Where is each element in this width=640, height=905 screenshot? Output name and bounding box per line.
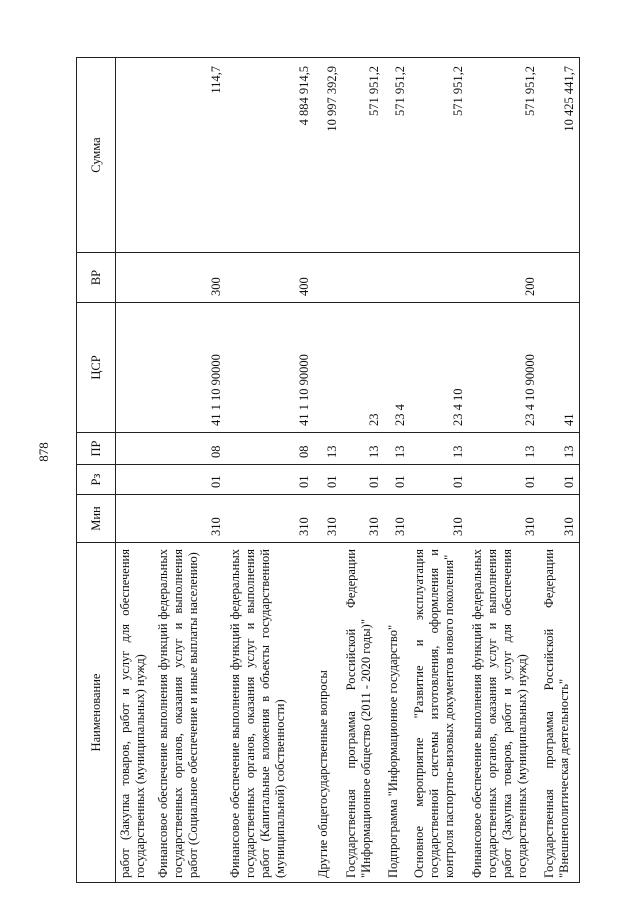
cell-vr: [116, 253, 154, 303]
cell-csr: 23: [342, 303, 384, 433]
cell-pr: 08: [154, 433, 226, 465]
page-number: 878: [36, 442, 51, 462]
cell-rz: 01: [226, 465, 314, 495]
cell-sum: 10 997 392,9: [314, 58, 342, 253]
table-row: [468, 58, 540, 883]
cell-sum: 571 951,2: [384, 58, 410, 253]
cell-pr: 13: [384, 433, 410, 465]
budget-table: [76, 57, 580, 883]
header-sum: Сумма: [77, 58, 116, 253]
table-row: [314, 58, 342, 883]
cell-csr: 23 4: [384, 303, 410, 433]
cell-min: [116, 495, 154, 543]
cell-pr: 13: [540, 433, 580, 465]
cell-name: Государственная программа Российской Федерации "Информационное общество (2011 - 2020 годы)": [342, 543, 384, 883]
cell-rz: 01: [540, 465, 580, 495]
cell-name: работ (Закупка товаров, работ и услуг для обеспечения государственных (муниципальных) нужд): [116, 543, 154, 883]
cell-rz: 01: [314, 465, 342, 495]
cell-vr: 200: [468, 253, 540, 303]
table-row: [154, 58, 226, 883]
cell-sum: 571 951,2: [410, 58, 468, 253]
cell-name: Другие общегосударственные вопросы: [314, 543, 342, 883]
header-csr: ЦСР: [77, 303, 116, 433]
cell-name: Подпрограмма "Информационное государство": [384, 543, 410, 883]
cell-csr: 23 4 10: [410, 303, 468, 433]
cell-rz: 01: [468, 465, 540, 495]
cell-rz: 01: [384, 465, 410, 495]
cell-vr: 300: [154, 253, 226, 303]
rotated-table-container: [76, 58, 574, 883]
cell-min: 310: [384, 495, 410, 543]
table-row: [342, 58, 384, 883]
cell-rz: 01: [154, 465, 226, 495]
cell-csr: 41 1 10 90000: [154, 303, 226, 433]
cell-csr: 41 1 10 90000: [226, 303, 314, 433]
cell-vr: [342, 253, 384, 303]
header-rz: Рз: [77, 465, 116, 495]
cell-vr: [384, 253, 410, 303]
cell-min: 310: [540, 495, 580, 543]
cell-rz: 01: [342, 465, 384, 495]
cell-vr: [540, 253, 580, 303]
cell-name: Государственная программа Российской Федерации "Внешнеполитическая деятельность": [540, 543, 580, 883]
cell-rz: 01: [410, 465, 468, 495]
header-name: Наименование: [77, 543, 116, 883]
cell-csr: 23 4 10 90000: [468, 303, 540, 433]
cell-pr: 13: [314, 433, 342, 465]
cell-sum: 10 425 441,7: [540, 58, 580, 253]
cell-min: 310: [342, 495, 384, 543]
cell-csr: [314, 303, 342, 433]
cell-min: 310: [468, 495, 540, 543]
table-row: [540, 58, 580, 883]
cell-sum: 571 951,2: [468, 58, 540, 253]
table-row: [226, 58, 314, 883]
table-row: [410, 58, 468, 883]
header-min: Мин: [77, 495, 116, 543]
cell-pr: 13: [410, 433, 468, 465]
table-header-row: [77, 58, 116, 883]
table-row: [384, 58, 410, 883]
cell-name: Основное мероприятие "Развитие и эксплуатация государственной системы изготовления, оформления и контроля паспортно-визовых документов нового поколения": [410, 543, 468, 883]
cell-name: Финансовое обеспечение выполнения функций федеральных государственных органов, оказания услуг и выполнения работ (Социальное обеспечение и иные выплаты населению): [154, 543, 226, 883]
cell-pr: 13: [342, 433, 384, 465]
cell-sum: [116, 58, 154, 253]
cell-vr: [410, 253, 468, 303]
cell-sum: 4 884 914,5: [226, 58, 314, 253]
cell-sum: 571 951,2: [342, 58, 384, 253]
cell-pr: [116, 433, 154, 465]
cell-min: 310: [226, 495, 314, 543]
cell-vr: [314, 253, 342, 303]
header-vr: ВР: [77, 253, 116, 303]
cell-min: 310: [410, 495, 468, 543]
header-pr: ПР: [77, 433, 116, 465]
cell-name: Финансовое обеспечение выполнения функций федеральных государственных органов, оказания услуг и выполнения работ (Капитальные вложения в объекты государственной (муниципальной) собственности): [226, 543, 314, 883]
cell-min: 310: [154, 495, 226, 543]
cell-pr: 08: [226, 433, 314, 465]
cell-min: 310: [314, 495, 342, 543]
table-row: [116, 58, 154, 883]
cell-csr: 41: [540, 303, 580, 433]
cell-csr: [116, 303, 154, 433]
cell-rz: [116, 465, 154, 495]
cell-name: Финансовое обеспечение выполнения функций федеральных государственных органов, оказания услуг и выполнения работ (Закупка товаров, работ и услуг для обеспечения государственных (муниципальных) нужд): [468, 543, 540, 883]
cell-pr: 13: [468, 433, 540, 465]
cell-sum: 114,7: [154, 58, 226, 253]
cell-vr: 400: [226, 253, 314, 303]
